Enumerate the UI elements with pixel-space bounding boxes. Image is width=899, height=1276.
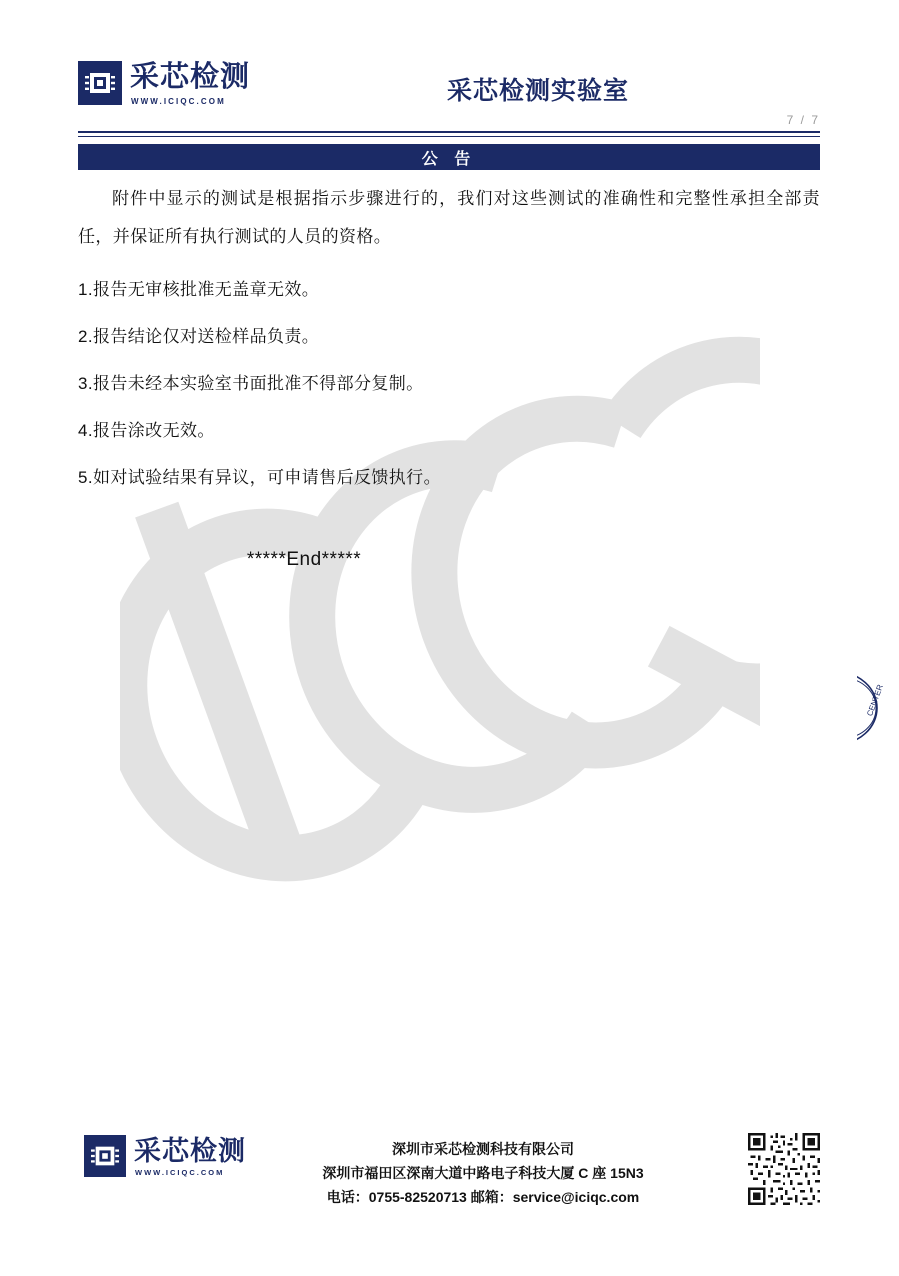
page-number: 7 / 7 — [786, 113, 820, 127]
company-logo — [78, 61, 250, 111]
list-item: 4.报告涂改无效。 — [78, 421, 215, 440]
page-title: 采芯检测实验室 — [446, 77, 629, 105]
footer-contact-block — [268, 1137, 698, 1209]
chip-icon — [78, 61, 122, 105]
list-item: 3.报告未经本实验室书面批准不得部分复制。 — [78, 374, 424, 393]
document-body — [78, 180, 820, 571]
footer-company-logo — [84, 1135, 256, 1183]
footer-logo-url: WWW.ICIQC.COM — [135, 1168, 225, 1177]
page-footer — [78, 1125, 820, 1215]
chip-icon — [84, 1135, 126, 1177]
intro-paragraph: 附件中显示的测试是根据指示步骤进行的，我们对这些测试的准确性和完整性承担全部责任，并保证所有执行测试的人员的资格。 — [78, 189, 820, 246]
side-stamp — [857, 668, 899, 748]
list-item: 1.报告无审核批准无盖章无效。 — [78, 280, 320, 299]
header-divider-thin — [78, 136, 820, 137]
header-divider-thick — [78, 131, 820, 133]
qr-code-icon — [748, 1133, 820, 1205]
list-item: 2.报告结论仅对送检样品负责。 — [78, 327, 320, 346]
section-banner: 公 告 — [78, 144, 820, 170]
side-stamp-text: CENTER — [865, 683, 885, 718]
logo-text: 采芯检测 — [130, 61, 251, 93]
footer-contact: 电话：0755-82520713 邮箱：service@iciqc.com — [326, 1189, 640, 1205]
footer-company-name: 深圳市采芯检测科技有限公司 — [392, 1141, 574, 1157]
list-item: 5.如对试验结果有异议，可申请售后反馈执行。 — [78, 468, 441, 487]
logo-url: WWW.ICIQC.COM — [131, 97, 226, 106]
footer-address: 深圳市福田区深南大道中路电子科技大厦 C 座 15N3 — [322, 1165, 644, 1181]
end-marker: *****End***** — [246, 549, 362, 570]
page-header — [78, 55, 820, 125]
footer-logo-text: 采芯检测 — [134, 1136, 246, 1166]
